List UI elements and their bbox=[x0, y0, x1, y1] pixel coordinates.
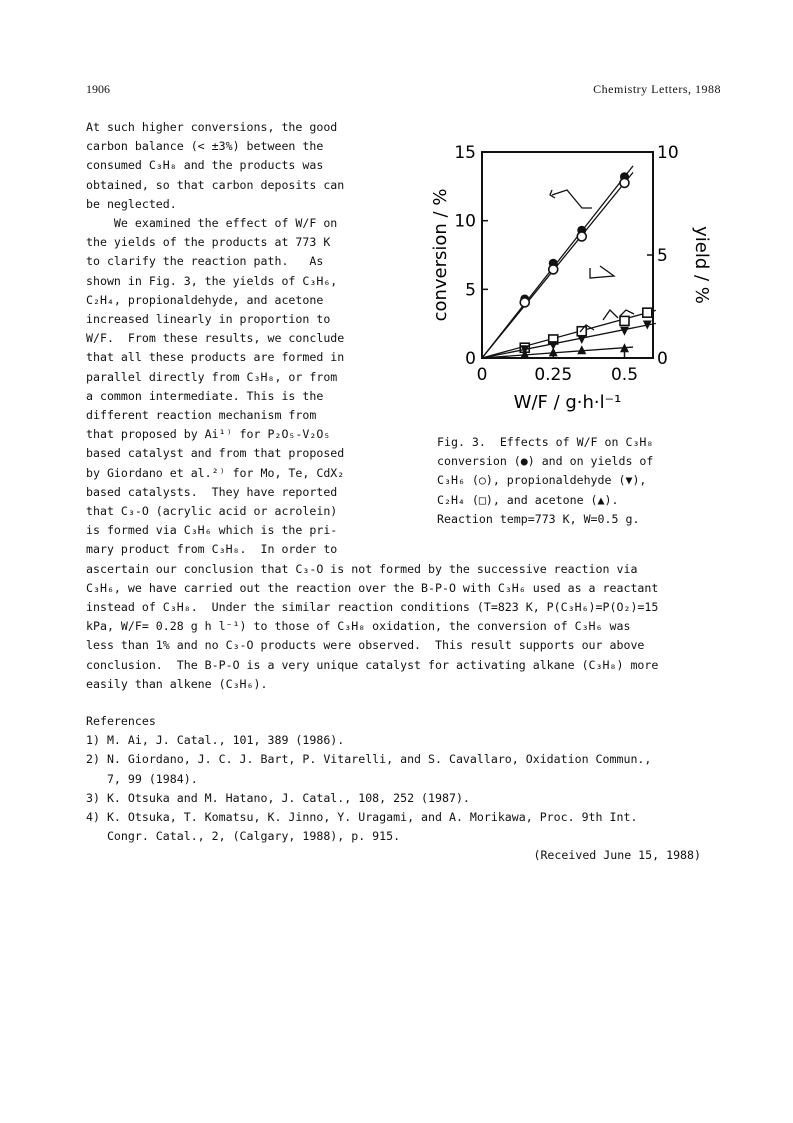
y-left-axis-label: conversion / % bbox=[430, 188, 451, 322]
figure-caption bbox=[437, 433, 727, 529]
data-point-propylene bbox=[520, 298, 529, 307]
body-column-line: We examined the effect of W/F on bbox=[86, 216, 338, 230]
body-column-line: to clarify the reaction path. As bbox=[86, 254, 324, 269]
body-column-line: C₂H₄, propionaldehyde, and acetone bbox=[86, 292, 324, 307]
data-point-ethylene bbox=[643, 308, 652, 317]
arrow-product-indicator bbox=[620, 310, 634, 316]
body-column-line: based catalyst and from that proposed bbox=[86, 446, 345, 461]
body-column-line: carbon balance (< ±3%) between the bbox=[86, 139, 324, 154]
body-full-line: conclusion. The B-P-O is a very unique catalyst for activating alkane (C₃H₈) more bbox=[86, 657, 659, 672]
y-left-tick-label: 15 bbox=[454, 143, 476, 163]
body-column-line: by Giordano et al.²⁾ for Mo, Te, CdX₂ bbox=[86, 465, 345, 480]
data-point-ethylene bbox=[620, 316, 629, 325]
y-left-tick-label: 10 bbox=[454, 211, 476, 232]
data-point-propionaldehyde bbox=[577, 335, 586, 344]
body-column-line: be neglected. bbox=[86, 196, 177, 211]
body-column-line: the yields of the products at 773 K bbox=[86, 235, 331, 250]
arrow-yield-axis-indicator bbox=[590, 266, 614, 278]
body-column-line: mary product from C₃H₈. In order to bbox=[86, 542, 338, 557]
data-point-acetone bbox=[577, 345, 586, 354]
body-column-line: increased linearly in proportion to bbox=[86, 312, 331, 326]
y-right-tick-label: 10 bbox=[657, 143, 679, 163]
reference-line: 7, 99 (1984). bbox=[86, 771, 198, 786]
caption-line: Reaction temp=773 K, W=0.5 g. bbox=[437, 511, 640, 526]
y-right-tick-label: 5 bbox=[657, 246, 668, 266]
series-line bbox=[482, 347, 633, 358]
x-axis-label: W/F / g·h·l⁻¹ bbox=[513, 392, 622, 413]
body-full-line: kPa, W/F= 0.28 g h l⁻¹) to those of C₃H₈ oxidation, the conversion of C₃H₆ was bbox=[86, 619, 631, 634]
body-column-line: At such higher conversions, the good bbox=[86, 120, 338, 134]
page-number: 1906 bbox=[86, 82, 110, 96]
body-column-line: that C₃-O (acrylic acid or acrolein) bbox=[86, 504, 338, 518]
x-tick-label: 0 bbox=[476, 365, 488, 385]
reference-line: 4) K. Otsuka, T. Komatsu, K. Jinno, Y. Uragami, and A. Morikawa, Proc. 9th Int. bbox=[86, 809, 638, 824]
y-right-axis-label: yield / % bbox=[691, 226, 712, 304]
body-column-line: obtained, so that carbon deposits can bbox=[86, 177, 345, 192]
body-full-line: less than 1% and no C₃-O products were observed. This result supports our above bbox=[86, 638, 645, 653]
data-point-ethylene bbox=[577, 327, 586, 336]
reference-line: Congr. Catal., 2, (Calgary, 1988), p. 915. bbox=[86, 829, 401, 844]
body-full-line: easily than alkene (C₃H₆). bbox=[86, 676, 268, 691]
body-column-line: that proposed by Ai¹⁾ for P₂O₅-V₂O₅ bbox=[86, 427, 331, 442]
body-column-line: is formed via C₃H₆ which is the pri- bbox=[86, 523, 338, 538]
series-line bbox=[482, 172, 633, 358]
x-tick-label: 0.25 bbox=[534, 365, 573, 385]
body-column-line: W/F. From these results, we conclude bbox=[86, 331, 345, 346]
data-point-propylene bbox=[577, 232, 586, 241]
body-full-line: C₃H₆, we have carried out the reaction over the B-P-O with C₃H₆ used as a reactant bbox=[86, 580, 659, 595]
series-line bbox=[482, 323, 656, 358]
body-column-line: consumed C₃H₈ and the products was bbox=[86, 158, 324, 173]
caption-line: conversion (●) and on yields of bbox=[437, 454, 654, 469]
journal-header: Chemistry Letters, 1988 bbox=[593, 82, 721, 96]
data-point-acetone bbox=[549, 347, 558, 356]
arrow-conversion-axis-indicator bbox=[552, 190, 592, 208]
body-column-line: different reaction mechanism from bbox=[86, 408, 317, 422]
body-column-line: parallel directly from C₃H₈, or from bbox=[86, 369, 338, 384]
data-point-propylene bbox=[620, 178, 629, 187]
body-column-line: that all these products are formed in bbox=[86, 350, 345, 365]
body-column-line: a common intermediate. This is the bbox=[86, 388, 324, 403]
body-column-line: based catalysts. They have reported bbox=[86, 484, 338, 499]
reference-line: 3) K. Otsuka and M. Hatano, J. Catal., 108, 252 (1987). bbox=[86, 790, 470, 805]
references-section bbox=[86, 712, 651, 846]
received-date: (Received June 15, 1988) bbox=[533, 848, 701, 862]
body-full-line: ascertain our conclusion that C₃-O is not formed by the successive reaction via bbox=[86, 561, 638, 576]
caption-line: Fig. 3. Effects of W/F on C₃H₈ bbox=[437, 435, 654, 449]
data-point-propylene bbox=[549, 265, 558, 274]
y-left-tick-label: 0 bbox=[465, 349, 476, 369]
figure-3-chart bbox=[420, 138, 720, 423]
arrow-product-indicator bbox=[603, 310, 618, 320]
references-heading: References bbox=[86, 714, 156, 728]
reference-line: 2) N. Giordano, J. C. J. Bart, P. Vitarelli, and S. Cavallaro, Oxidation Commun., bbox=[86, 752, 652, 767]
body-full-line: instead of C₃H₈. Under the similar reaction conditions (T=823 K, P(C₃H₆)=P(O₂)=15 bbox=[86, 600, 659, 614]
y-right-tick-label: 0 bbox=[657, 349, 668, 369]
x-tick-label: 0.5 bbox=[610, 365, 639, 385]
data-point-propionaldehyde bbox=[620, 327, 629, 336]
y-left-tick-label: 5 bbox=[465, 280, 476, 301]
body-column-line: shown in Fig. 3, the yields of C₃H₆, bbox=[86, 273, 338, 288]
reference-line: 1) M. Ai, J. Catal., 101, 389 (1986). bbox=[86, 733, 345, 748]
caption-line: C₃H₆ (○), propionaldehyde (▼), bbox=[437, 473, 647, 488]
caption-line: C₂H₄ (□), and acetone (▲). bbox=[437, 492, 619, 507]
